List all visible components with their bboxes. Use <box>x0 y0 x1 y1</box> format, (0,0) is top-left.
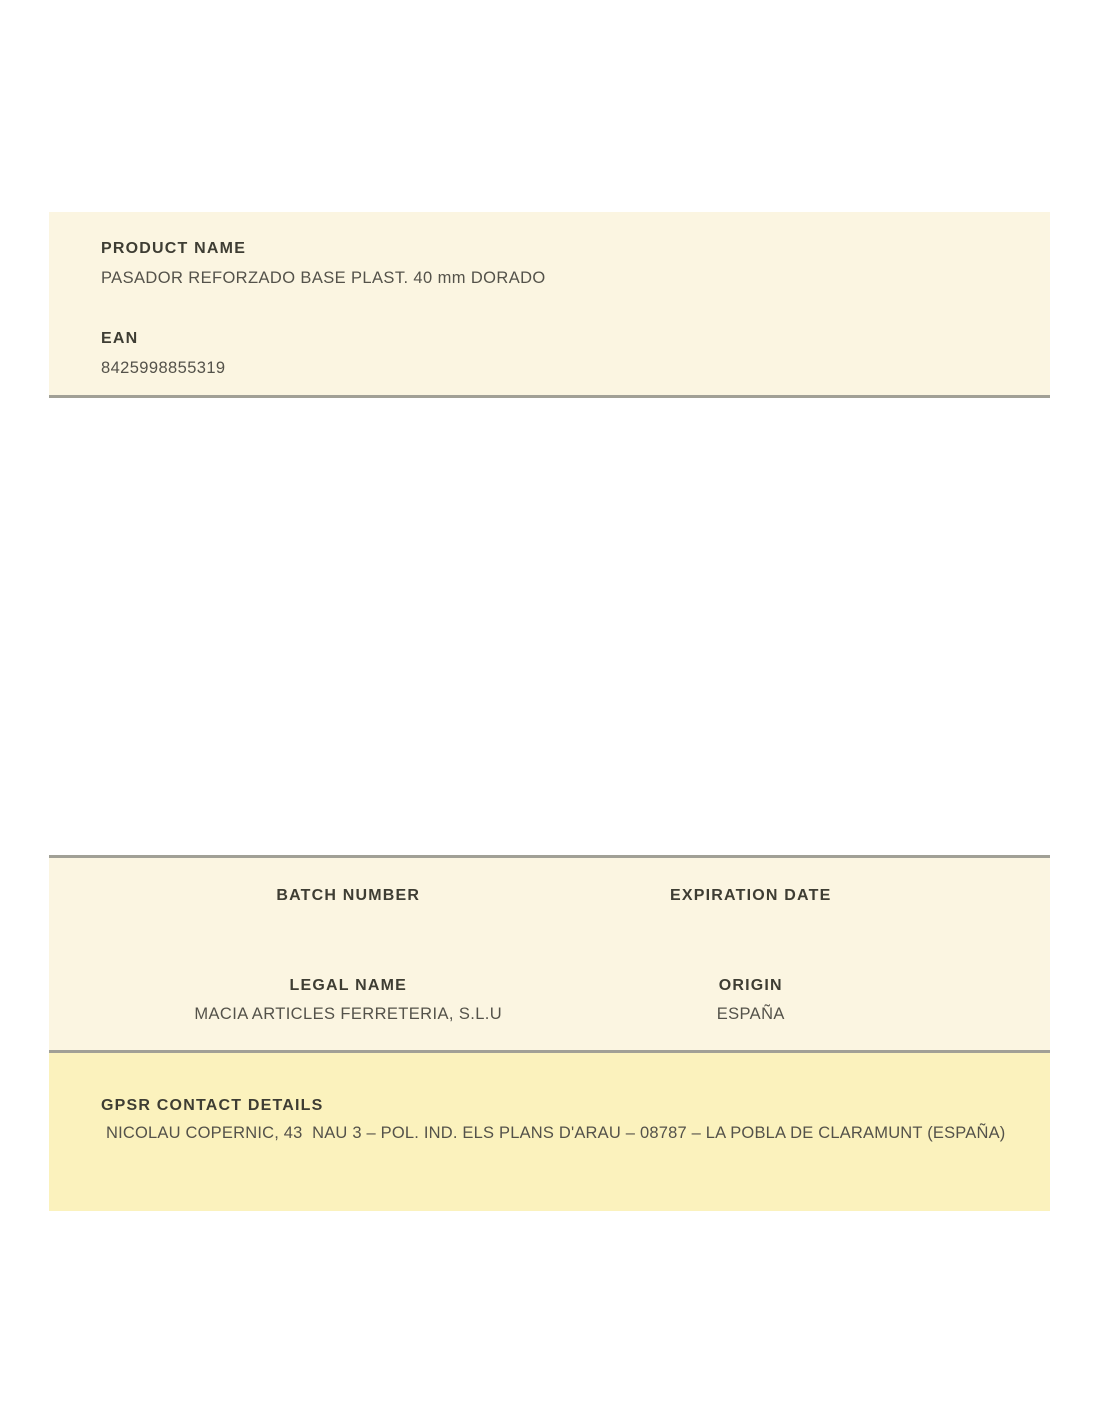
origin-field <box>550 976 953 1025</box>
origin-label: ORIGIN <box>718 977 783 994</box>
origin-value: ESPAÑA <box>716 1005 785 1023</box>
legal-name-value: MACIA ARTICLES FERRETERIA, S.L.U <box>194 1005 503 1023</box>
legal-name-field <box>147 976 550 1025</box>
ean-value: 8425998855319 <box>101 359 226 377</box>
batch-details-panel <box>49 855 1050 1053</box>
gpsr-contact-title: GPSR CONTACT DETAILS <box>101 1097 324 1114</box>
product-name-field <box>101 239 1020 289</box>
batch-expiration-row <box>147 886 952 905</box>
legal-name-label: LEGAL NAME <box>289 977 407 994</box>
product-name-value: PASADOR REFORZADO BASE PLAST. 40 mm DORADO <box>101 269 546 287</box>
gpsr-contact-panel <box>49 1053 1050 1211</box>
batch-number-label: BATCH NUMBER <box>276 887 421 904</box>
product-info-panel <box>49 212 1050 398</box>
batch-number-field <box>147 886 550 905</box>
expiration-date-label: EXPIRATION DATE <box>670 887 832 904</box>
legal-origin-row <box>147 976 952 1025</box>
expiration-date-field <box>550 886 953 905</box>
ean-label: EAN <box>101 330 139 347</box>
ean-field <box>101 329 1020 379</box>
gpsr-contact-address: NICOLAU COPERNIC, 43 NAU 3 – POL. IND. ELS PLANS D'ARAU – 08787 – LA POBLA DE CLARAMUNT (ESPAÑA) <box>106 1124 1006 1142</box>
product-name-label: PRODUCT NAME <box>101 240 247 257</box>
